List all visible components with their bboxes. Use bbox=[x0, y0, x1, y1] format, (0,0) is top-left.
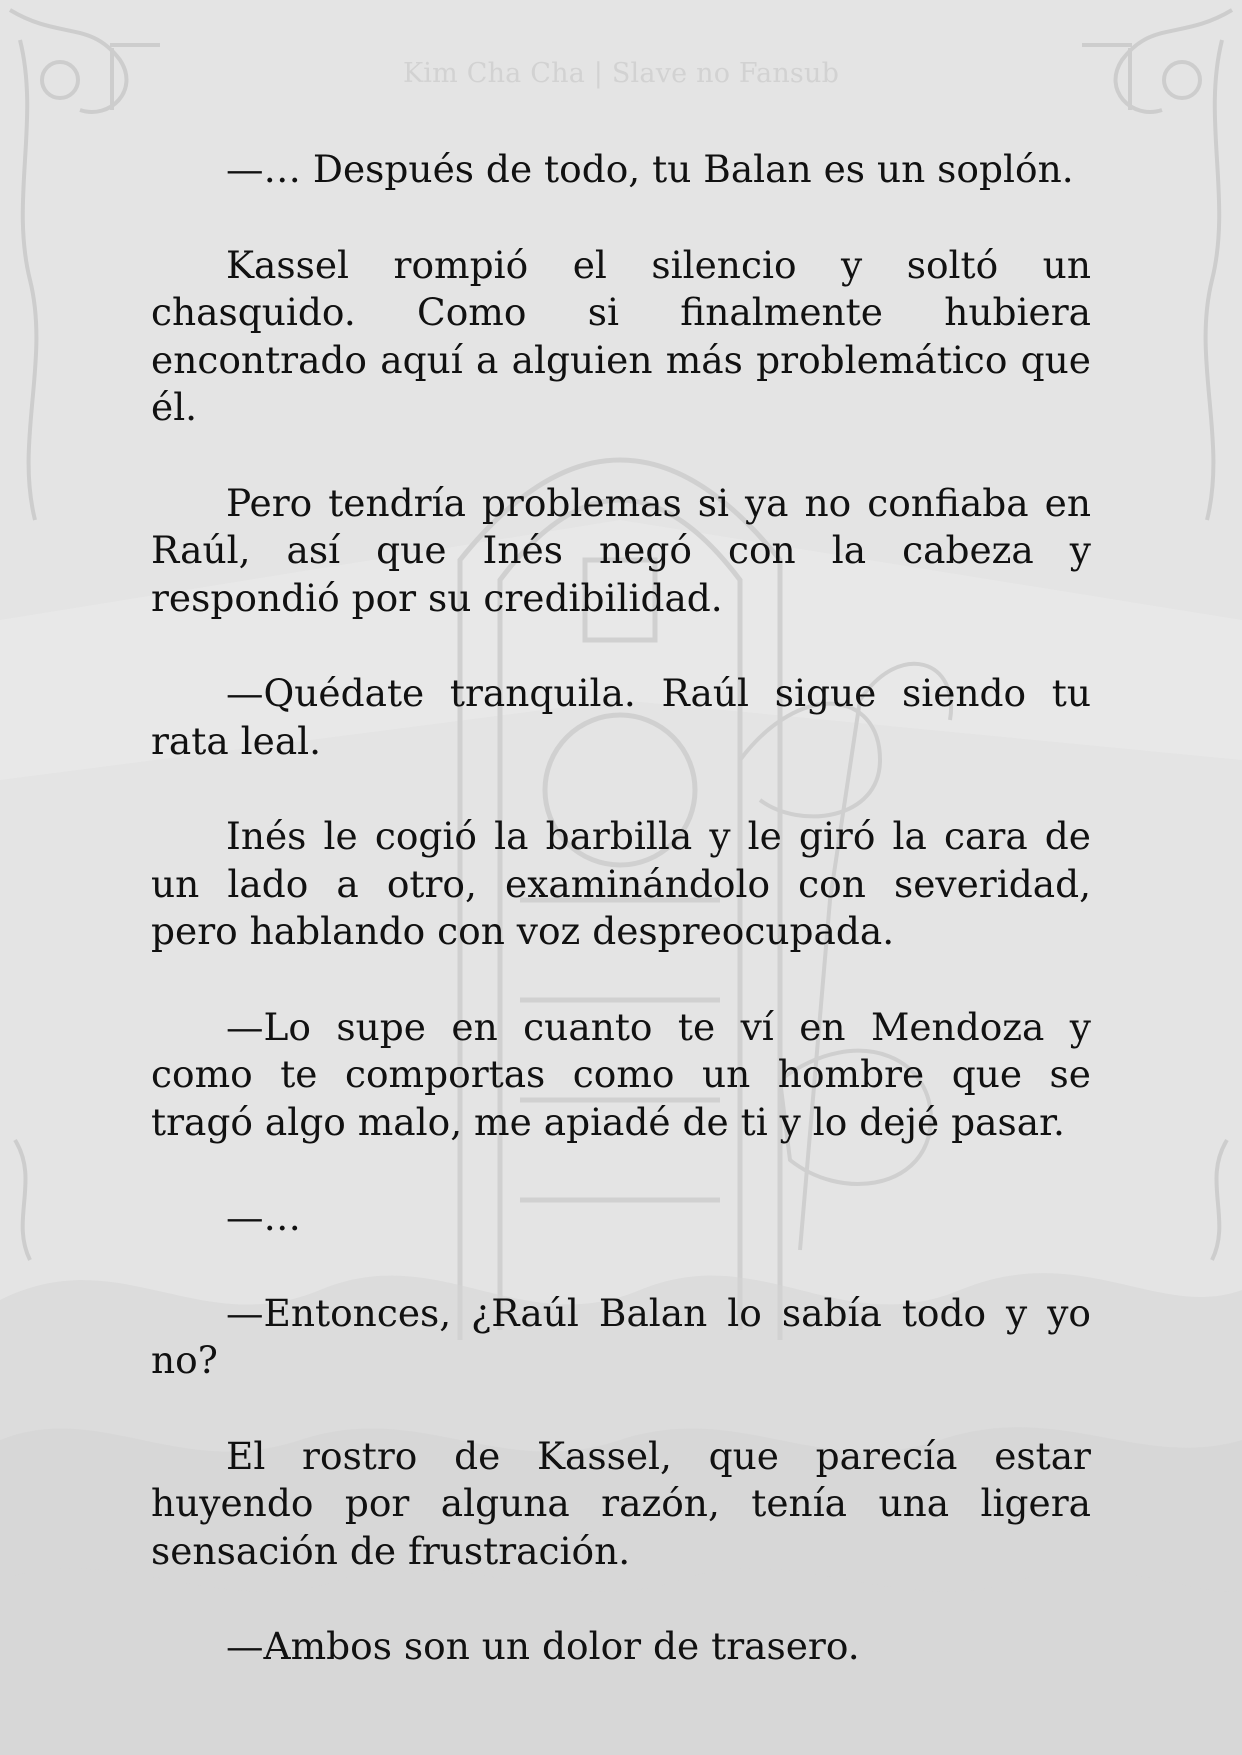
paragraph: El rostro de Kassel, que parecía estar huyendo por alguna razón, tenía una ligera sensación de frustración. bbox=[151, 1433, 1091, 1573]
paragraph: —Entonces, ¿Raúl Balan lo sabía todo y yo no? bbox=[151, 1290, 1091, 1382]
paragraph: —Quédate tranquila. Raúl sigue siendo tu rata leal. bbox=[151, 671, 1091, 763]
paragraph: Inés le cogió la barbilla y le giró la cara de un lado a otro, examinándolo con severidad, pero hablando con voz despreocupada. bbox=[151, 814, 1091, 953]
story-text bbox=[151, 146, 1091, 1671]
paragraph: Kassel rompió el silencio y soltó un chasquido. Como si finalmente hubiera encontrado aquí a alguien más problemático que él. bbox=[151, 242, 1091, 429]
watermark-header: Kim Cha Cha | Slave no Fansub bbox=[402, 58, 840, 89]
paragraph: —Lo supe en cuanto te ví en Mendoza y como te comportas como un hombre que se tragó algo malo, me apiadé de ti y lo dejé pasar. bbox=[151, 1004, 1091, 1144]
paragraph: Pero tendría problemas si ya no confiaba en Raúl, así que Inés negó con la cabeza y respondió por su credibilidad. bbox=[151, 480, 1091, 620]
paragraph: —… Después de todo, tu Balan es un soplón. bbox=[226, 147, 1074, 191]
paragraph: —Ambos son un dolor de trasero. bbox=[226, 1624, 860, 1668]
paragraph: —… bbox=[226, 1195, 301, 1239]
